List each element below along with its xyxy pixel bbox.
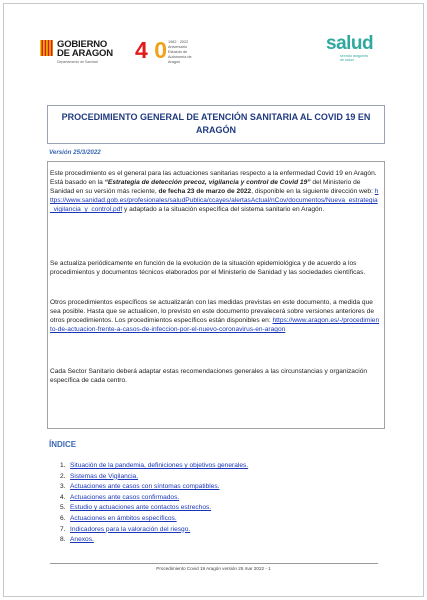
index-item <box>60 472 248 483</box>
anniversary-line-5: Aragón <box>168 60 181 64</box>
intro-p1-text-c: del Ministerio de Sanidad en su versión más reciente, <box>50 179 361 195</box>
anniversary-line-2: Aniversario <box>168 45 187 49</box>
index-item-number: 5. <box>60 504 66 512</box>
index-item-number: 6. <box>60 514 66 522</box>
index-item <box>60 493 248 504</box>
index-item <box>60 482 248 493</box>
index-item-link[interactable]: Actuaciones ante casos con síntomas compatibles. <box>70 483 220 491</box>
strategy-date: de fecha 23 de marzo de 2022 <box>158 188 252 195</box>
anniversary-line-1: 1982 · 2022 <box>168 40 189 44</box>
aragon-shield-icon <box>40 40 53 56</box>
gobierno-line1: GOBIERNO <box>57 39 108 50</box>
title-box <box>47 105 385 144</box>
salud-logo <box>326 33 374 62</box>
anniversary-number <box>135 38 167 62</box>
salud-subtitle-2: de salud <box>340 58 354 62</box>
index-item <box>60 514 248 525</box>
index-item <box>60 535 248 546</box>
index-item <box>60 525 248 536</box>
gobierno-department: Departamento de Sanidad <box>57 60 98 64</box>
intro-p1-text-f: y adaptado a la situación específica del sistema sanitario en Aragón. <box>122 206 325 213</box>
footer-divider <box>50 563 378 564</box>
intro-paragraph-1 <box>50 169 380 214</box>
index-item-link[interactable]: Sistemas de Vigilancia. <box>70 472 139 480</box>
index-title: ÍNDICE <box>49 440 77 449</box>
strategy-title: “Estrategia de detección precoz, vigilancia y control de Covid 19” <box>104 179 311 186</box>
index-item-number: 2. <box>60 472 66 480</box>
index-list <box>60 461 248 546</box>
salud-subtitle-1: servicio aragonés <box>340 54 369 58</box>
intro-paragraph-4: Cada Sector Sanitario deberá adaptar estas recomendaciones generales a las circunstancias y organización específica de cada centro. <box>50 368 368 384</box>
index-item-number: 7. <box>60 525 66 533</box>
intro-p1-text-a: Este procedimiento es el general para las actuaciones sanitarias respecto a la enfermedad Covid 19 en Aragón. Está basado en la <box>50 170 377 186</box>
intro-p3-text: Otros procedimientos específicos se actualizarán con las medidas previstas en este documento, a medida que sea posible. Hasta que se actualicen, lo previsto en este documento prevalecerá sobre versiones anteriores de otros procedimientos. Los procedimientos específicos están disponibles en: <box>50 299 375 324</box>
document-title: PROCEDIMIENTO GENERAL DE ATENCIÓN SANITARIA AL COVID 19 EN ARAGÓN <box>61 112 371 135</box>
index-item <box>60 461 248 472</box>
index-item-number: 3. <box>60 483 66 491</box>
index-item-link[interactable]: Anexos. <box>70 536 94 544</box>
index-item-link[interactable]: Actuaciones en ámbitos específicos. <box>70 514 177 522</box>
index-item-link[interactable]: Actuaciones ante casos confirmados. <box>70 493 180 501</box>
procedures-link[interactable]: https://www.aragon.es/-/procedimiento-de-actuacion-frente-a-casos-de-infeccion-por-el-nuevo-coronavirus-en-aragon <box>50 317 380 333</box>
strategy-link[interactable]: https://www.sanidad.gob.es/profesionales/saludPublica/ccayes/alertasActual/nCov/documentos/Nueva_estrategia_vigilancia_y_control.pdf <box>50 188 379 213</box>
intro-p1-text-e: , disponible en la siguiente dirección web: <box>251 188 375 195</box>
anniversary-number-text: 4 <box>135 37 148 63</box>
gobierno-line2: DE ARAGON <box>57 48 113 59</box>
index-item <box>60 503 248 514</box>
salud-logo-text: salud <box>326 33 374 54</box>
index-item-number: 4. <box>60 493 66 501</box>
intro-paragraph-2: Se actualiza periódicamente en función de la evolución de la situación epidemiológica y de acuerdo a los procedimientos y documentos técnicos elaborados por el Ministerio de Sanidad y las sociedades científicas. <box>50 260 366 276</box>
anniversary-line-4: Autonomía de <box>168 55 192 59</box>
version-label: Versión 25/3/2022 <box>49 149 101 156</box>
index-item-link[interactable]: Situación de la pandemia, definiciones y objetivos generales. <box>70 462 249 469</box>
index-item-link[interactable]: Indicadores para la valoración del riesgo. <box>70 525 191 533</box>
index-item-link[interactable]: Estudio y actuaciones ante contactos estrechos. <box>70 504 212 512</box>
page-footer: Procedimiento Covid 19 Aragón versión 25 mar 2022 - 1 <box>156 566 271 571</box>
index-item-number: 8. <box>60 536 66 544</box>
anniversary-number-digit: 0 <box>154 37 167 63</box>
intro-paragraph-3 <box>50 298 380 334</box>
index-item-number: 1. <box>60 462 66 469</box>
anniversary-line-3: Estatuto de <box>168 50 188 54</box>
